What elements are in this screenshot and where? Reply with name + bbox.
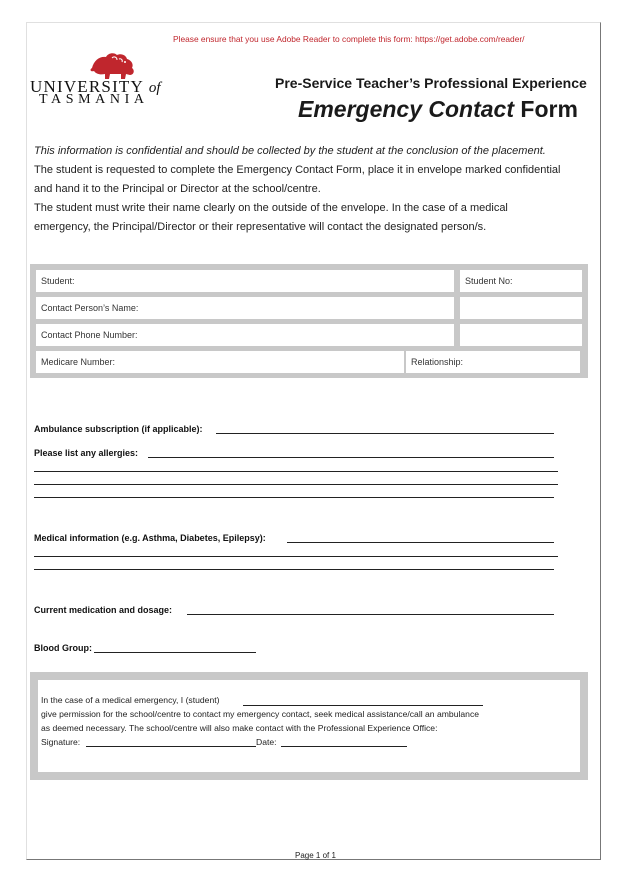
ambulance-line[interactable]: [216, 433, 554, 434]
contact-phone-field[interactable]: [36, 324, 454, 346]
relationship-field[interactable]: [406, 351, 580, 373]
signature-label: Signature:: [41, 737, 81, 747]
allergies-line-4[interactable]: [34, 497, 554, 498]
student-name-line[interactable]: [243, 705, 483, 706]
consent-box: [30, 672, 588, 780]
form-subtitle: Pre-Service Teacher’s Professional Experience: [275, 75, 587, 91]
university-logo: [30, 50, 205, 110]
medical-info-line-2[interactable]: [34, 556, 558, 557]
medication-label: Current medication and dosage:: [34, 605, 173, 615]
medicare-label: Medicare Number:: [41, 357, 116, 367]
consent-line-3: as deemed necessary. The school/centre will also make contact with the Professional Experience Office:: [41, 723, 438, 733]
blood-group-line[interactable]: [94, 652, 256, 653]
allergies-label: Please list any allergies:: [34, 448, 139, 458]
intro-paragraph-1: The student is requested to complete the Emergency Contact Form, place it in envelope marked confidential and hand it to the Principal or Director at the school/centre.: [34, 164, 561, 195]
consent-line-1: In the case of a medical emergency, I (student): [41, 695, 220, 705]
contact-name-field[interactable]: [36, 297, 454, 319]
consent-inner: [38, 680, 580, 772]
confidential-note: This information is confidential and should be collected by the student at the conclusion of the placement.: [34, 145, 546, 157]
medication-line[interactable]: [187, 614, 554, 615]
adobe-reader-notice: Please ensure that you use Adobe Reader to complete this form: https://get.adobe.com/reader/: [173, 34, 525, 44]
student-field[interactable]: [36, 270, 454, 292]
allergies-line-3[interactable]: [34, 484, 558, 485]
logo-tasmania-text: TASMANIA: [39, 92, 149, 107]
contact-phone-label: Contact Phone Number:: [41, 330, 138, 340]
medicare-field[interactable]: [36, 351, 404, 373]
medical-info-line-3[interactable]: [34, 569, 554, 570]
intro-text: [34, 142, 564, 237]
form-title: Emergency Contact Form: [298, 96, 578, 122]
contact-name-extra-field[interactable]: [460, 297, 582, 319]
relationship-label: Relationship:: [411, 357, 464, 367]
student-no-label: Student No:: [465, 276, 513, 286]
allergies-line-2[interactable]: [34, 471, 558, 472]
allergies-line-1[interactable]: [148, 457, 554, 458]
contact-phone-extra-field[interactable]: [460, 324, 582, 346]
date-line[interactable]: [281, 746, 407, 747]
blood-group-label: Blood Group:: [34, 643, 92, 653]
ambulance-label: Ambulance subscription (if applicable):: [34, 424, 203, 434]
student-label: Student:: [41, 276, 75, 286]
contact-name-label: Contact Person’s Name:: [41, 303, 139, 313]
student-details-table: [30, 264, 588, 378]
student-no-field[interactable]: [460, 270, 582, 292]
consent-line-2: give permission for the school/centre to contact my emergency contact, seek medical assistance/call an ambulance: [41, 709, 480, 719]
signature-line[interactable]: [86, 746, 256, 747]
lion-icon: [88, 50, 138, 80]
logo-university-text: UNIVERSITY of: [30, 77, 161, 96]
date-label: Date:: [256, 737, 277, 747]
medical-info-line-1[interactable]: [287, 542, 554, 543]
page-number: Page 1 of 1: [295, 851, 336, 860]
intro-paragraph-2: The student must write their name clearly on the outside of the envelope. In the case of a medical emergency, the Principal/Director or their representative will contact the designated person/s.: [34, 202, 508, 233]
medical-info-label: Medical information (e.g. Asthma, Diabetes, Epilepsy):: [34, 533, 266, 543]
